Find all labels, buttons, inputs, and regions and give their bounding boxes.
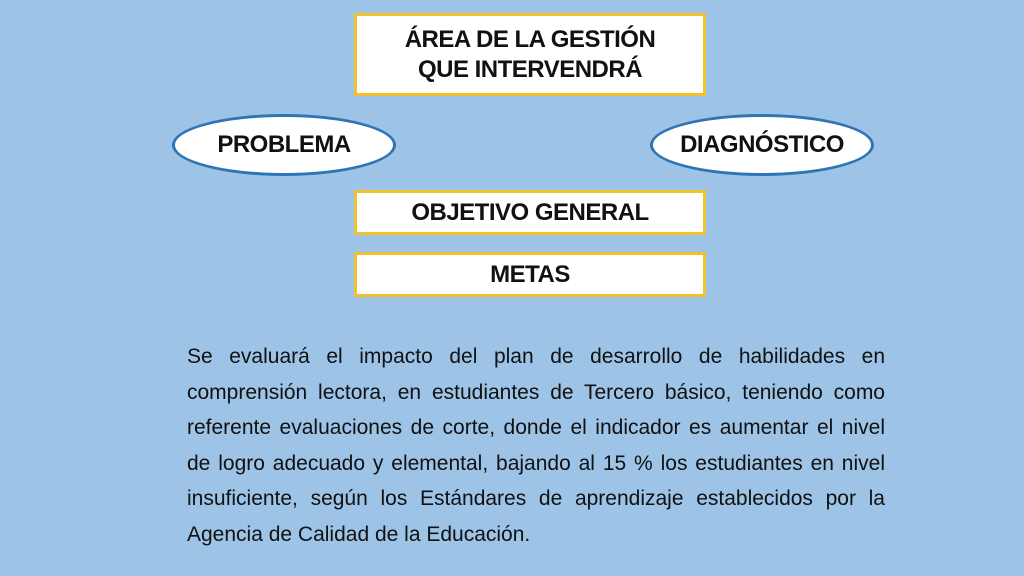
goal-description-paragraph: Se evaluará el impacto del plan de desarrollo de habilidades en comprensión lectora, en estudiantes de Tercero básico, teniendo como referente evaluaciones de corte, donde el indicador es aumentar el nivel de logro adecuado y elemental, bajando al 15 % los estudiantes en nivel insuficiente, según los Estándares de aprendizaje establecidos por la Agencia de Calidad de la Educación. [187,345,885,546]
general-objective-box [354,190,706,235]
problem-oval [172,114,396,176]
goals-box [354,252,706,297]
goals-label: METAS [490,260,570,288]
general-objective-label: OBJETIVO GENERAL [411,198,649,226]
diagnosis-label: DIAGNÓSTICO [680,131,844,158]
management-area-box [354,13,706,96]
management-area-label: ÁREA DE LA GESTIÓN QUE INTERVENDRÁ [404,25,656,83]
diagnosis-oval [650,114,874,176]
problem-label: PROBLEMA [217,131,351,158]
